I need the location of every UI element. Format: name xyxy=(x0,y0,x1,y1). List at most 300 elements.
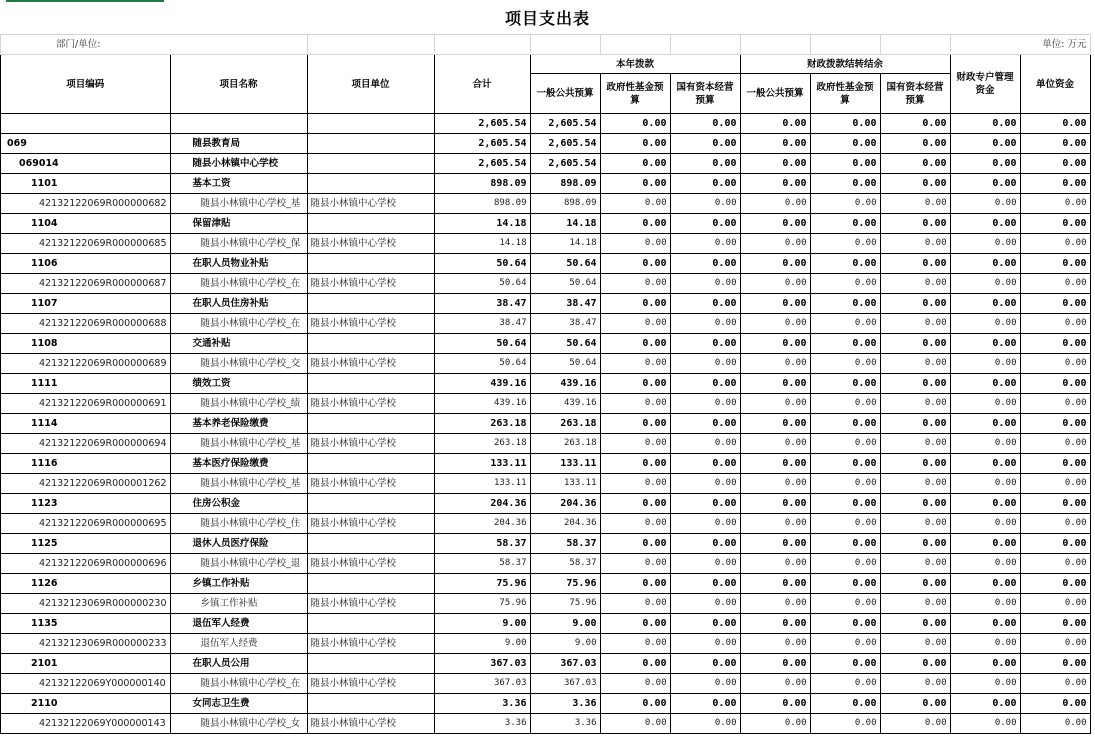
cell-amount[interactable]: 50.64 xyxy=(530,274,600,294)
cell-amount[interactable]: 0.00 xyxy=(1020,254,1090,274)
cell-amount[interactable]: 0.00 xyxy=(740,594,810,614)
cell-amount[interactable]: 0.00 xyxy=(740,674,810,694)
cell-unit[interactable]: 随县小林镇中心学校 xyxy=(307,554,434,574)
cell-code[interactable]: 42132122069R000001262 xyxy=(1,474,171,494)
cell-name[interactable]: 女同志卫生费 xyxy=(170,694,307,714)
cell-amount[interactable]: 367.03 xyxy=(530,654,600,674)
cell-amount[interactable]: 0.00 xyxy=(670,314,740,334)
cell-amount[interactable]: 50.64 xyxy=(434,354,530,374)
cell-amount[interactable]: 0.00 xyxy=(880,374,950,394)
cell-amount[interactable]: 0.00 xyxy=(740,654,810,674)
cell-amount[interactable]: 0.00 xyxy=(950,614,1020,634)
cell-amount[interactable]: 0.00 xyxy=(670,374,740,394)
cell-name[interactable]: 乡镇工作补贴 xyxy=(170,594,307,614)
cell-amount[interactable]: 0.00 xyxy=(880,334,950,354)
cell-code[interactable]: 42132122069Y000000140 xyxy=(1,674,171,694)
cell-amount[interactable]: 0.00 xyxy=(740,174,810,194)
cell-amount[interactable]: 0.00 xyxy=(880,654,950,674)
cell-amount[interactable]: 14.18 xyxy=(434,234,530,254)
cell-unit[interactable] xyxy=(307,154,434,174)
cell-name[interactable]: 随县小林镇中心学校_交 xyxy=(170,354,307,374)
cell-amount[interactable]: 0.00 xyxy=(810,314,880,334)
cell-amount[interactable]: 263.18 xyxy=(434,414,530,434)
cell-unit[interactable] xyxy=(307,134,434,154)
cell-amount[interactable]: 0.00 xyxy=(740,394,810,414)
cell-amount[interactable]: 0.00 xyxy=(670,574,740,594)
cell-unit[interactable] xyxy=(307,494,434,514)
cell-amount[interactable]: 2,605.54 xyxy=(434,134,530,154)
cell-amount[interactable]: 0.00 xyxy=(810,654,880,674)
cell-name[interactable]: 住房公积金 xyxy=(170,494,307,514)
cell-name[interactable]: 基本医疗保险缴费 xyxy=(170,454,307,474)
cell-amount[interactable]: 0.00 xyxy=(740,454,810,474)
cell-amount[interactable]: 0.00 xyxy=(740,214,810,234)
header-group-carry[interactable]: 财政拨款结转结余 xyxy=(740,55,950,74)
cell-amount[interactable]: 0.00 xyxy=(740,574,810,594)
cell[interactable] xyxy=(600,35,670,55)
cell-unit[interactable] xyxy=(307,614,434,634)
cell-name[interactable]: 随县小林镇中心学校_基 xyxy=(170,474,307,494)
cell-amount[interactable]: 0.00 xyxy=(1020,454,1090,474)
cell-amount[interactable]: 0.00 xyxy=(600,354,670,374)
cell-amount[interactable]: 0.00 xyxy=(880,574,950,594)
cell-name[interactable]: 在职人员住房补贴 xyxy=(170,294,307,314)
cell-amount[interactable]: 0.00 xyxy=(670,514,740,534)
cell-amount[interactable]: 0.00 xyxy=(740,714,810,734)
cell-amount[interactable]: 0.00 xyxy=(670,654,740,674)
cell-amount[interactable]: 0.00 xyxy=(1020,574,1090,594)
cell-code[interactable] xyxy=(1,114,171,134)
cell-amount[interactable]: 38.47 xyxy=(434,294,530,314)
cell-amount[interactable]: 0.00 xyxy=(880,394,950,414)
cell-amount[interactable]: 204.36 xyxy=(434,514,530,534)
cell-amount[interactable]: 0.00 xyxy=(950,514,1020,534)
cell-name[interactable]: 保留津贴 xyxy=(170,214,307,234)
cell-amount[interactable]: 0.00 xyxy=(740,354,810,374)
cell-amount[interactable]: 0.00 xyxy=(740,474,810,494)
cell-amount[interactable]: 14.18 xyxy=(434,214,530,234)
cell-amount[interactable]: 0.00 xyxy=(810,714,880,734)
cell-amount[interactable]: 0.00 xyxy=(600,494,670,514)
cell-name[interactable]: 退休人员医疗保险 xyxy=(170,534,307,554)
header-special[interactable]: 财政专户管理资金 xyxy=(950,55,1020,114)
cell-amount[interactable]: 0.00 xyxy=(810,194,880,214)
cell-code[interactable]: 1106 xyxy=(1,254,171,274)
header-carry-gov-fund[interactable]: 政府性基金预算 xyxy=(810,74,880,114)
cell-amount[interactable]: 0.00 xyxy=(600,454,670,474)
cell-amount[interactable]: 0.00 xyxy=(670,454,740,474)
cell-amount[interactable]: 0.00 xyxy=(880,674,950,694)
cell-amount[interactable]: 0.00 xyxy=(1020,274,1090,294)
cell-amount[interactable]: 14.18 xyxy=(530,234,600,254)
cell-name[interactable]: 随县小林镇中心学校_保 xyxy=(170,234,307,254)
cell-name[interactable]: 随县小林镇中心学校_基 xyxy=(170,434,307,454)
cell-name[interactable]: 交通补贴 xyxy=(170,334,307,354)
cell-amount[interactable]: 0.00 xyxy=(810,454,880,474)
cell-unit[interactable] xyxy=(307,654,434,674)
cell-amount[interactable]: 0.00 xyxy=(1020,554,1090,574)
cell-amount[interactable]: 0.00 xyxy=(740,634,810,654)
cell-amount[interactable]: 0.00 xyxy=(1020,134,1090,154)
cell-amount[interactable]: 204.36 xyxy=(434,494,530,514)
cell-amount[interactable]: 0.00 xyxy=(950,534,1020,554)
cell-amount[interactable]: 0.00 xyxy=(810,614,880,634)
cell-amount[interactable]: 0.00 xyxy=(950,354,1020,374)
cell-amount[interactable]: 58.37 xyxy=(530,534,600,554)
cell-name[interactable]: 乡镇工作补贴 xyxy=(170,574,307,594)
cell-amount[interactable]: 0.00 xyxy=(1020,474,1090,494)
cell-amount[interactable]: 367.03 xyxy=(530,674,600,694)
cell-amount[interactable]: 0.00 xyxy=(950,114,1020,134)
cell-amount[interactable]: 50.64 xyxy=(530,254,600,274)
cell-amount[interactable]: 0.00 xyxy=(810,514,880,534)
cell-code[interactable]: 2101 xyxy=(1,654,171,674)
cell-amount[interactable]: 0.00 xyxy=(950,314,1020,334)
cell-amount[interactable]: 75.96 xyxy=(434,594,530,614)
cell-amount[interactable]: 0.00 xyxy=(880,414,950,434)
cell-name[interactable]: 随县小林镇中心学校 xyxy=(170,154,307,174)
cell-amount[interactable]: 263.18 xyxy=(434,434,530,454)
cell-unit[interactable]: 随县小林镇中心学校 xyxy=(307,354,434,374)
cell-amount[interactable]: 2,605.54 xyxy=(530,114,600,134)
cell-amount[interactable]: 0.00 xyxy=(880,354,950,374)
cell-amount[interactable]: 0.00 xyxy=(810,334,880,354)
cell-amount[interactable]: 0.00 xyxy=(880,594,950,614)
cell-amount[interactable]: 0.00 xyxy=(1020,214,1090,234)
cell-amount[interactable]: 0.00 xyxy=(600,154,670,174)
cell-amount[interactable]: 0.00 xyxy=(880,294,950,314)
cell-code[interactable]: 42132122069R000000691 xyxy=(1,394,171,414)
header-cur-state-capital[interactable]: 国有资本经营预算 xyxy=(670,74,740,114)
cell-amount[interactable]: 3.36 xyxy=(434,714,530,734)
cell-amount[interactable]: 0.00 xyxy=(950,214,1020,234)
cell-amount[interactable]: 439.16 xyxy=(530,374,600,394)
cell-amount[interactable]: 0.00 xyxy=(810,354,880,374)
cell-unit[interactable]: 随县小林镇中心学校 xyxy=(307,514,434,534)
cell-amount[interactable]: 0.00 xyxy=(1020,694,1090,714)
cell-amount[interactable]: 0.00 xyxy=(600,654,670,674)
cell-amount[interactable]: 0.00 xyxy=(1020,114,1090,134)
cell-amount[interactable]: 0.00 xyxy=(950,374,1020,394)
cell-unit[interactable] xyxy=(307,294,434,314)
cell-amount[interactable]: 0.00 xyxy=(810,254,880,274)
cell-unit[interactable] xyxy=(307,174,434,194)
cell-amount[interactable]: 0.00 xyxy=(880,154,950,174)
cell-unit[interactable]: 随县小林镇中心学校 xyxy=(307,234,434,254)
cell-amount[interactable]: 0.00 xyxy=(810,174,880,194)
cell-amount[interactable]: 133.11 xyxy=(530,474,600,494)
cell-amount[interactable]: 38.47 xyxy=(530,294,600,314)
cell-amount[interactable]: 9.00 xyxy=(434,614,530,634)
cell-amount[interactable]: 3.36 xyxy=(530,714,600,734)
cell-amount[interactable]: 0.00 xyxy=(670,254,740,274)
cell-amount[interactable]: 0.00 xyxy=(670,394,740,414)
cell-amount[interactable]: 0.00 xyxy=(1020,194,1090,214)
cell-amount[interactable]: 50.64 xyxy=(530,354,600,374)
cell[interactable] xyxy=(880,35,950,55)
cell-amount[interactable]: 0.00 xyxy=(950,134,1020,154)
cell-name[interactable]: 随县小林镇中心学校_在 xyxy=(170,274,307,294)
cell-amount[interactable]: 263.18 xyxy=(530,434,600,454)
cell-amount[interactable]: 0.00 xyxy=(1020,314,1090,334)
cell-code[interactable]: 1114 xyxy=(1,414,171,434)
cell-amount[interactable]: 0.00 xyxy=(740,314,810,334)
cell-code[interactable]: 42132122069R000000696 xyxy=(1,554,171,574)
cell-amount[interactable]: 58.37 xyxy=(434,534,530,554)
cell-amount[interactable]: 0.00 xyxy=(950,254,1020,274)
cell-amount[interactable]: 0.00 xyxy=(810,134,880,154)
cell-amount[interactable]: 367.03 xyxy=(434,654,530,674)
cell-name[interactable]: 随县小林镇中心学校_基 xyxy=(170,194,307,214)
cell-amount[interactable]: 367.03 xyxy=(434,674,530,694)
cell-name[interactable]: 随县小林镇中心学校_住 xyxy=(170,514,307,534)
cell-amount[interactable]: 0.00 xyxy=(1020,634,1090,654)
cell-amount[interactable]: 0.00 xyxy=(950,554,1020,574)
cell-amount[interactable]: 0.00 xyxy=(1020,294,1090,314)
cell-amount[interactable]: 0.00 xyxy=(950,174,1020,194)
cell-amount[interactable]: 0.00 xyxy=(1020,614,1090,634)
cell-amount[interactable]: 0.00 xyxy=(810,474,880,494)
cell-amount[interactable]: 2,605.54 xyxy=(530,134,600,154)
cell-amount[interactable]: 0.00 xyxy=(740,534,810,554)
cell-unit[interactable] xyxy=(307,534,434,554)
cell-unit[interactable]: 随县小林镇中心学校 xyxy=(307,194,434,214)
cell-unit[interactable]: 随县小林镇中心学校 xyxy=(307,474,434,494)
cell-amount[interactable]: 0.00 xyxy=(740,554,810,574)
header-cur-general[interactable]: 一般公共预算 xyxy=(530,74,600,114)
cell-amount[interactable]: 0.00 xyxy=(1020,414,1090,434)
header-carry-state-capital[interactable]: 国有资本经营预算 xyxy=(880,74,950,114)
cell-amount[interactable]: 0.00 xyxy=(600,694,670,714)
cell-amount[interactable]: 0.00 xyxy=(880,194,950,214)
cell-unit[interactable] xyxy=(307,334,434,354)
cell-amount[interactable]: 0.00 xyxy=(740,254,810,274)
cell-amount[interactable]: 0.00 xyxy=(600,114,670,134)
cell-amount[interactable]: 0.00 xyxy=(950,394,1020,414)
cell-amount[interactable]: 0.00 xyxy=(600,714,670,734)
cell-code[interactable]: 1123 xyxy=(1,494,171,514)
cell-amount[interactable]: 75.96 xyxy=(434,574,530,594)
cell-amount[interactable]: 0.00 xyxy=(810,434,880,454)
cell-amount[interactable]: 2,605.54 xyxy=(434,114,530,134)
cell-amount[interactable]: 58.37 xyxy=(530,554,600,574)
cell-amount[interactable]: 0.00 xyxy=(670,694,740,714)
cell-amount[interactable]: 0.00 xyxy=(670,534,740,554)
header-total[interactable]: 合计 xyxy=(434,55,530,114)
cell-amount[interactable]: 0.00 xyxy=(600,314,670,334)
cell-amount[interactable]: 0.00 xyxy=(670,334,740,354)
cell-amount[interactable]: 0.00 xyxy=(600,174,670,194)
cell-amount[interactable]: 0.00 xyxy=(740,494,810,514)
cell-amount[interactable]: 0.00 xyxy=(880,454,950,474)
cell-amount[interactable]: 0.00 xyxy=(740,154,810,174)
cell-amount[interactable]: 0.00 xyxy=(880,614,950,634)
header-group-current[interactable]: 本年拨款 xyxy=(530,55,740,74)
cell-unit[interactable] xyxy=(307,454,434,474)
cell-amount[interactable]: 0.00 xyxy=(670,154,740,174)
cell-amount[interactable]: 0.00 xyxy=(670,494,740,514)
cell-amount[interactable]: 0.00 xyxy=(950,594,1020,614)
dept-label-cell[interactable] xyxy=(1,35,308,55)
cell-amount[interactable]: 0.00 xyxy=(740,694,810,714)
cell-amount[interactable]: 0.00 xyxy=(740,114,810,134)
cell-amount[interactable]: 0.00 xyxy=(950,494,1020,514)
cell-amount[interactable]: 0.00 xyxy=(810,274,880,294)
cell-amount[interactable]: 75.96 xyxy=(530,594,600,614)
cell-amount[interactable]: 0.00 xyxy=(600,254,670,274)
cell-amount[interactable]: 38.47 xyxy=(434,314,530,334)
cell-name[interactable]: 绩效工资 xyxy=(170,374,307,394)
cell-amount[interactable]: 0.00 xyxy=(950,194,1020,214)
cell-amount[interactable]: 0.00 xyxy=(740,434,810,454)
cell-name[interactable]: 随县小林镇中心学校_在 xyxy=(170,314,307,334)
cell-amount[interactable]: 898.09 xyxy=(434,194,530,214)
cell-name[interactable] xyxy=(170,114,307,134)
cell-amount[interactable]: 0.00 xyxy=(1020,514,1090,534)
cell-unit[interactable] xyxy=(307,414,434,434)
cell-unit[interactable] xyxy=(307,574,434,594)
cell-amount[interactable]: 0.00 xyxy=(670,354,740,374)
cell-amount[interactable]: 0.00 xyxy=(670,434,740,454)
cell-code[interactable]: 42132122069R000000689 xyxy=(1,354,171,374)
cell-amount[interactable]: 0.00 xyxy=(600,374,670,394)
cell-unit[interactable]: 随县小林镇中心学校 xyxy=(307,434,434,454)
cell-amount[interactable]: 0.00 xyxy=(600,294,670,314)
cell-amount[interactable]: 0.00 xyxy=(950,334,1020,354)
cell-amount[interactable]: 0.00 xyxy=(810,414,880,434)
cell-amount[interactable]: 0.00 xyxy=(810,394,880,414)
cell-code[interactable]: 1126 xyxy=(1,574,171,594)
cell-amount[interactable]: 0.00 xyxy=(670,214,740,234)
header-carry-general[interactable]: 一般公共预算 xyxy=(740,74,810,114)
cell-amount[interactable]: 0.00 xyxy=(1020,334,1090,354)
cell-amount[interactable]: 0.00 xyxy=(1020,434,1090,454)
cell-amount[interactable]: 0.00 xyxy=(1020,354,1090,374)
cell-name[interactable]: 退伍军人经费 xyxy=(170,634,307,654)
cell-amount[interactable]: 0.00 xyxy=(880,534,950,554)
cell-amount[interactable]: 0.00 xyxy=(950,414,1020,434)
cell-amount[interactable]: 0.00 xyxy=(740,234,810,254)
cell-amount[interactable]: 58.37 xyxy=(434,554,530,574)
cell-amount[interactable]: 9.00 xyxy=(530,614,600,634)
cell-amount[interactable]: 0.00 xyxy=(950,434,1020,454)
cell-amount[interactable]: 0.00 xyxy=(600,594,670,614)
cell-amount[interactable]: 9.00 xyxy=(434,634,530,654)
cell-amount[interactable]: 0.00 xyxy=(740,374,810,394)
cell-name[interactable]: 随县教育局 xyxy=(170,134,307,154)
cell-amount[interactable]: 0.00 xyxy=(740,334,810,354)
cell-amount[interactable]: 0.00 xyxy=(810,574,880,594)
cell-amount[interactable]: 0.00 xyxy=(740,514,810,534)
cell-amount[interactable]: 0.00 xyxy=(880,474,950,494)
cell-amount[interactable]: 0.00 xyxy=(880,494,950,514)
cell-amount[interactable]: 439.16 xyxy=(434,394,530,414)
cell-amount[interactable]: 0.00 xyxy=(950,154,1020,174)
cell-amount[interactable]: 50.64 xyxy=(434,334,530,354)
cell-amount[interactable]: 0.00 xyxy=(670,134,740,154)
cell-amount[interactable]: 0.00 xyxy=(810,494,880,514)
cell-amount[interactable]: 0.00 xyxy=(1020,174,1090,194)
cell-amount[interactable]: 0.00 xyxy=(1020,654,1090,674)
cell-amount[interactable]: 0.00 xyxy=(1020,494,1090,514)
cell-amount[interactable]: 0.00 xyxy=(600,574,670,594)
cell[interactable] xyxy=(307,35,434,55)
cell-amount[interactable]: 0.00 xyxy=(810,634,880,654)
cell-amount[interactable]: 0.00 xyxy=(600,214,670,234)
cell-amount[interactable]: 439.16 xyxy=(530,394,600,414)
cell-code[interactable]: 42132123069R000000233 xyxy=(1,634,171,654)
cell-amount[interactable]: 0.00 xyxy=(950,274,1020,294)
cell-amount[interactable]: 75.96 xyxy=(530,574,600,594)
cell-amount[interactable]: 0.00 xyxy=(740,274,810,294)
cell-amount[interactable]: 3.36 xyxy=(434,694,530,714)
cell-code[interactable]: 1104 xyxy=(1,214,171,234)
header-unit[interactable]: 项目单位 xyxy=(307,55,434,114)
cell-code[interactable]: 1135 xyxy=(1,614,171,634)
cell-unit[interactable] xyxy=(307,694,434,714)
cell-amount[interactable]: 0.00 xyxy=(740,134,810,154)
cell-amount[interactable]: 263.18 xyxy=(530,414,600,434)
cell-amount[interactable]: 0.00 xyxy=(880,694,950,714)
cell-amount[interactable]: 0.00 xyxy=(670,474,740,494)
cell-unit[interactable]: 随县小林镇中心学校 xyxy=(307,594,434,614)
cell-amount[interactable]: 0.00 xyxy=(670,234,740,254)
cell-amount[interactable]: 0.00 xyxy=(950,674,1020,694)
cell-amount[interactable]: 0.00 xyxy=(670,674,740,694)
cell-amount[interactable]: 0.00 xyxy=(950,654,1020,674)
cell-amount[interactable]: 0.00 xyxy=(810,154,880,174)
cell-amount[interactable]: 0.00 xyxy=(950,454,1020,474)
cell-amount[interactable]: 0.00 xyxy=(810,534,880,554)
cell-amount[interactable]: 0.00 xyxy=(880,134,950,154)
cell-amount[interactable]: 0.00 xyxy=(600,514,670,534)
cell-amount[interactable]: 0.00 xyxy=(740,294,810,314)
cell-amount[interactable]: 0.00 xyxy=(950,694,1020,714)
cell-amount[interactable]: 0.00 xyxy=(670,174,740,194)
cell-amount[interactable]: 898.09 xyxy=(434,174,530,194)
cell-unit[interactable]: 随县小林镇中心学校 xyxy=(307,674,434,694)
cell-name[interactable]: 在职人员公用 xyxy=(170,654,307,674)
cell-amount[interactable]: 0.00 xyxy=(600,434,670,454)
cell[interactable] xyxy=(530,35,600,55)
cell-amount[interactable]: 0.00 xyxy=(670,714,740,734)
header-code[interactable]: 项目编码 xyxy=(1,55,171,114)
cell-amount[interactable]: 0.00 xyxy=(880,234,950,254)
cell-amount[interactable]: 0.00 xyxy=(810,594,880,614)
cell-code[interactable]: 1125 xyxy=(1,534,171,554)
cell-amount[interactable]: 0.00 xyxy=(950,474,1020,494)
cell-amount[interactable]: 0.00 xyxy=(600,334,670,354)
cell-amount[interactable]: 0.00 xyxy=(670,634,740,654)
cell-amount[interactable]: 2,605.54 xyxy=(530,154,600,174)
cell-amount[interactable]: 133.11 xyxy=(434,454,530,474)
cell-name[interactable]: 随县小林镇中心学校_绩 xyxy=(170,394,307,414)
cell-amount[interactable]: 0.00 xyxy=(1020,714,1090,734)
cell-name[interactable]: 随县小林镇中心学校_女 xyxy=(170,714,307,734)
cell-code[interactable]: 069014 xyxy=(1,154,171,174)
cell-amount[interactable]: 0.00 xyxy=(880,274,950,294)
cell-amount[interactable]: 0.00 xyxy=(740,614,810,634)
cell-name[interactable]: 基本工资 xyxy=(170,174,307,194)
cell-amount[interactable]: 133.11 xyxy=(530,454,600,474)
cell-amount[interactable]: 0.00 xyxy=(600,274,670,294)
cell-amount[interactable]: 0.00 xyxy=(1020,154,1090,174)
cell-amount[interactable]: 50.64 xyxy=(530,334,600,354)
cell-amount[interactable]: 0.00 xyxy=(600,634,670,654)
cell-name[interactable]: 基本养老保险缴费 xyxy=(170,414,307,434)
cell-amount[interactable]: 898.09 xyxy=(530,174,600,194)
cell-amount[interactable]: 50.64 xyxy=(434,274,530,294)
